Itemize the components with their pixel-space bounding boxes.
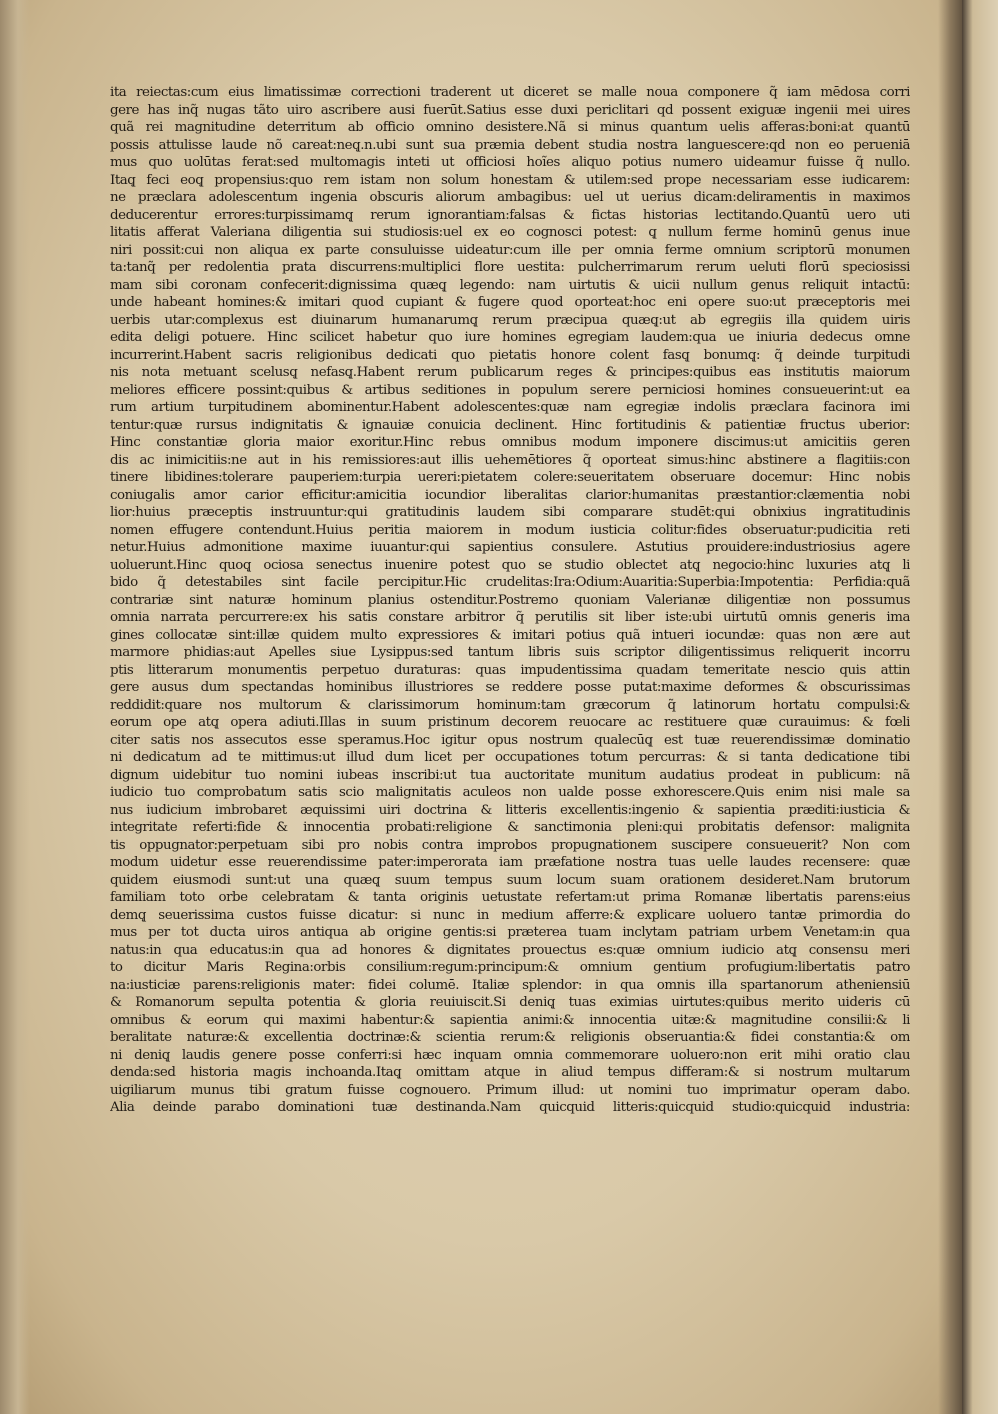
text-line: eorum ope atq̨ opera adiuti.Illas in suum pristinum decorem reuocare ac restituere quæ curauimus: & fœli (110, 715, 910, 730)
text-line: iudicio tuo comprobatum satis scio malignitatis aculeos non ualde posse exhorescere.Quis enim nisi male sa (110, 785, 910, 800)
text-line: coniugalis amor carior efficitur:amicitia iocundior liberalitas clarior:humanitas præstantior:clæmentia nobi (110, 487, 910, 503)
page-left-edge (0, 0, 30, 1414)
text-line: ita reiectas:cum eius limatissimæ correctioni traderent ut diceret se malle noua componere q̃ iam mēdosa corri (110, 85, 910, 100)
text-line: beralitate naturæ:& excellentia doctrinæ:& scientia rerum:& religionis obseruantia:& fidei constantia:& om (110, 1030, 910, 1045)
text-line (110, 1117, 910, 1135)
text-line: possis attulisse laude nõ careat:neq̨.n.ubi sunt sua præmia debent studia nostra languescere:qd non eo perueniā (110, 137, 910, 153)
text-line: ne præclara adolescentum ingenia obscuris aliorum ambagibus: uel ut uerius dicam:deliramentis in maximos (110, 190, 910, 205)
text-line: nis nota metuant scelusq̨ nefasq̨.Habent rerum publicarum reges & principes:quibus eas institutis maiorum (110, 365, 910, 380)
text-line: uoluerunt.Hinc quoq̨ ociosa senectus inuenire potest quo se studio oblectet atq̨ negocio:hinc luxuries atq̨ li (110, 557, 910, 573)
text-line: Alia deinde parabo dominationi tuæ destinanda.Nam quicquid litteris:quicquid studio:quicquid industria: (110, 1100, 910, 1115)
text-line: uerbis utar:complexus est diuinarum humanarumq̨ rerum præcipua quæq̨:ut ab egregiis illa quidem uiris (110, 312, 910, 328)
text-line: quã rei magnitudine deterritum ab officio omnino desistere.Nã si minus quantum uelis afferas:boni:at quantū (110, 120, 910, 135)
text-line: quidem eiusmodi sunt:ut una quæq̨ suum tempus suum locum suam orationem desideret.Nam brutorum (110, 872, 910, 888)
text-line: litatis afferat Valeriana diligentia sui studiosis:uel ex eo cognosci potest: q̨ nullum ferme hominū genus inue (110, 225, 910, 240)
text-line: contrariæ sint naturæ hominum planius ostenditur.Postremo quoniam Valerianæ diligentiæ non possumus (110, 592, 910, 608)
text-line: tis oppugnator:perpetuam sibi pro nobis contra improbos propugnationem suscipere consueuerit? Non com (110, 837, 910, 853)
text-line: dignum uidebitur tuo nomini iubeas inscribi:ut tua auctoritate munitum audatius prodeat in publicum: nã (110, 767, 910, 783)
text-line: marmore phidias:aut Apelles siue Lysippus:sed tantum libris suis scriptor diligentissimus reliquerit incorru (110, 645, 910, 660)
text-line: uigiliarum munus tibi gratum fuisse cognouero. Primum illud: ut nomini tuo imprimatur operam dabo. (110, 1082, 910, 1098)
text-line: dis ac inimicitiis:ne aut in his remissiores:aut illis uehemētiores q̃ oporteat simus:hinc abstinere a flagitiis:con (110, 452, 910, 468)
text-line: edita deligi potuere. Hinc scilicet habetur quo iure homines egregiam laudem:qua ue iniuria dedecus omne (110, 330, 910, 345)
text-line: nus iudicium imbrobaret æquissimi uiri doctrina & litteris excellentis:ingenio & sapientia præditi:iusticia & (110, 802, 910, 818)
text-line: tentur:quæ rursus indignitatis & ignauiæ conuicia declinent. Hinc fortitudinis & patientiæ fructus uberior: (110, 417, 910, 433)
text-line: bido q̃ detestabiles sint facile percipitur.Hic crudelitas:Ira:Odium:Auaritia:Superbia:Impotentia: Perfidia:quã (110, 575, 910, 590)
text-line: ta:tanq̃ per redolentia prata discurrens:multiplici flore uestita: pulcherrimarum rerum ueluti florū speciosissi (110, 260, 910, 275)
text-line: mam sibi coronam confecerit:dignissima quæq̨ legendo: nam uirtutis & uicii nullum genus reliquit intactū: (110, 277, 910, 293)
text-line: niri possit:cui non aliqua ex parte consuluisse uideatur:cum ille per omnia ferme omnium scriptorū monumen (110, 242, 910, 258)
text-line: reddidit:quare nos multorum & clarissimorum hominum:tam græcorum q̃ latinorum hortatu compulsi:& (110, 697, 910, 713)
text-line: rum artium turpitudinem abominentur.Habent adolescentes:quæ nam egregiæ indolis præclara facinora imi (110, 400, 910, 415)
text-line: gere ausus dum spectandas hominibus illustriores se reddere posse putat:maxime deformes & obscurissimas (110, 680, 910, 695)
text-line: & Romanorum sepulta potentia & gloria reuiuiscit.Si deniq̨ tuas eximias uirtutes:quibus merito uideris cū (110, 995, 910, 1010)
text-line: integritate referti:fide & innocentia probati:religione & sanctimonia pleni:qui probitatis defensor: malignita (110, 820, 910, 835)
text-line: omnibus & eorum qui maximi habentur:& sapientia animi:& innocentia uitæ:& magnitudine consilii:& li (110, 1012, 910, 1028)
text-line: demq̨ seuerissima custos fuisse dicatur: si nunc in medium afferre:& explicare uoluero tantæ primordia do (110, 907, 910, 923)
text-line: meliores efficere possint:quibus & artibus seditiones in populum serere perniciosi homines consueuerint:ut ea (110, 382, 910, 398)
binding-gutter (938, 0, 964, 1414)
text-line: mus quo uolūtas ferat:sed multomagis inteti ut officiosi hoĩes aliquo potius numero uideamur fuisse q̃ nullo. (110, 155, 910, 170)
text-line: citer satis nos assecutos esse speramus.Hoc igitur opus nostrum qualecūq̨ est tuæ reuerendissimæ dominatio (110, 732, 910, 748)
text-line: na:iusticiæ parens:religionis mater: fidei columē. Italiæ splendor: in qua omnis illa spartanorum atheniensiū (110, 977, 910, 993)
text-line: ni deniq̨ laudis genere posse conferri:si hæc inquam omnia commemorare uoluero:non erit mihi oratio clau (110, 1047, 910, 1063)
text-line: unde habeant homines:& imitari quod cupiant & fugere quod oporteat:hoc eni opere suo:ut præceptoris mei (110, 295, 910, 310)
text-line: gines collocatæ sint:illæ quidem multo expressiores & imitari potius quã intueri iocundæ: quas non ære aut (110, 627, 910, 643)
text-line: omnia narrata percurrere:ex his satis constare arbitror q̃ perutilis sit liber iste:ubi uirtutū omnis generis ima (110, 610, 910, 625)
text-line: incurrerint.Habent sacris religionibus dedicati quo pietatis honore colent fasq̨ bonumq̨: q̃ deinde turpitudi (110, 347, 910, 363)
text-line: Hinc constantiæ gloria maior exoritur.Hinc rebus omnibus modum imponere discimus:ut amicitiis geren (110, 435, 910, 450)
text-line: denda:sed historia magis inchoanda.Itaq̨ omittam atque in aliud tempus differam:& si nostrum multarum (110, 1065, 910, 1080)
text-block (110, 84, 910, 1134)
text-line: deducerentur errores:turpissimamq̨ rerum ignorantiam:falsas & fictas historias lectitando.Quantū uero uti (110, 207, 910, 223)
text-line: gere has inq̃ nugas tãto uiro ascribere ausi fuerūt.Satius esse duxi periclitari qd possent exiguæ ingenii mei uires (110, 102, 910, 118)
facing-page-edge (962, 0, 998, 1414)
text-line: ni dedicatum ad te mittimus:ut illud dum licet per occupationes totum percurras: & si tanta dedicatione tibi (110, 750, 910, 765)
text-line: mus per tot ducta uiros antiqua ab origine gentis:si præterea tuam inclytam patriam urbem Venetam:in qua (110, 925, 910, 940)
text-line: nomen effugere contendunt.Huius peritia maiorem in modum iusticia colitur:fides obseruatur:pudicitia reti (110, 522, 910, 538)
text-line: tinere libidines:tolerare pauperiem:turpia uereri:pietatem colere:seueritatem obseruare docemur: Hinc nobis (110, 470, 910, 485)
text-line: modum uidetur esse reuerendissime pater:imperorata iam præfatione nostra tuas uelle laudes recensere: quæ (110, 855, 910, 870)
text-line: familiam toto orbe celebratam & tanta originis uetustate refertam:ut prima Romanæ libertatis parens:eius (110, 890, 910, 905)
text-line: to dicitur Maris Regina:orbis consilium:regum:principum:& omnium gentium profugium:libertatis patro (110, 960, 910, 975)
text-line: netur.Huius admonitione maxime iuuantur:qui sapientius consulere. Astutius prouidere:industriosius agere (110, 540, 910, 555)
text-line: natus:in qua educatus:in qua ad honores & dignitates prouectus es:quæ omnium iudicio atq̨ consensu meri (110, 942, 910, 958)
text-line: ptis litterarum monumentis perpetuo duraturas: quas impudentissima quadam temeritate nescio quis attin (110, 662, 910, 678)
text-line: lior:huius præceptis instruuntur:qui gratitudinis laudem sibi comparare studēt:qui obnixius ingratitudinis (110, 505, 910, 520)
text-line: Itaq̨ feci eoq̨ propensius:quo rem istam non solum honestam & utilem:sed prope necessariam esse iudicarem: (110, 172, 910, 188)
